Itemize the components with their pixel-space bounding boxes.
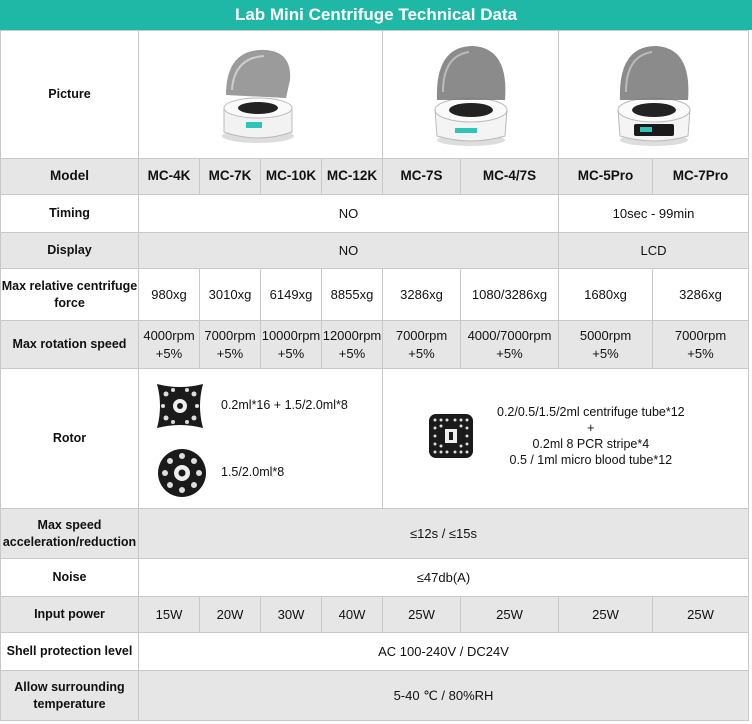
speed-tol: +5% bbox=[338, 345, 366, 361]
model-cell: MC-7Pro bbox=[653, 159, 749, 195]
picture-mini-k bbox=[139, 31, 383, 159]
rotor-round-icon bbox=[157, 448, 207, 498]
rotor-pcr-icon bbox=[427, 412, 475, 460]
model-cell: MC-5Pro bbox=[559, 159, 653, 195]
rcf-cell: 980xg bbox=[139, 269, 200, 321]
shell-row bbox=[1, 633, 749, 671]
rcf-cell: 8855xg bbox=[322, 269, 383, 321]
speed-rpm: 7000rpm bbox=[674, 327, 727, 343]
picture-mini-pro bbox=[559, 31, 749, 159]
accel-value: ≤12s / ≤15s bbox=[139, 509, 749, 559]
power-cell: 15W bbox=[139, 597, 200, 633]
power-cell: 25W bbox=[653, 597, 749, 633]
speed-rpm: 7000rpm bbox=[395, 327, 448, 343]
spec-table bbox=[0, 30, 749, 721]
page-title: Lab Mini Centrifuge Technical Data bbox=[0, 0, 752, 30]
rotor-b-text: 1.5/2.0ml*8 bbox=[221, 465, 285, 480]
speed-cell bbox=[559, 321, 653, 369]
speed-cell bbox=[653, 321, 749, 369]
rotor-c bbox=[427, 404, 685, 469]
rotor-s-cell bbox=[383, 369, 749, 509]
rcf-cell: 3286xg bbox=[653, 269, 749, 321]
shell-value: AC 100-240V / DC24V bbox=[139, 633, 749, 671]
rotor-c-line1: 0.2/0.5/1.5/2ml centrifuge tube*12 bbox=[497, 404, 685, 419]
centrifuge-k-image bbox=[206, 40, 316, 150]
speed-cell bbox=[261, 321, 322, 369]
speed-tol: +5% bbox=[408, 345, 435, 361]
noise-value: ≤47db(A) bbox=[139, 559, 749, 597]
power-cell: 40W bbox=[322, 597, 383, 633]
rotor-c-line3: 0.5 / 1ml micro blood tube*12 bbox=[509, 453, 673, 468]
picture-mini-s bbox=[383, 31, 559, 159]
power-cell: 25W bbox=[383, 597, 461, 633]
speed-tol: +5% bbox=[277, 345, 305, 361]
power-label: Input power bbox=[1, 597, 139, 633]
speed-row bbox=[1, 321, 749, 369]
temp-row bbox=[1, 671, 749, 721]
model-row bbox=[1, 159, 749, 195]
speed-rpm: 12000rpm bbox=[322, 327, 382, 343]
display-pro: LCD bbox=[559, 233, 749, 269]
speed-label: Max rotation speed bbox=[1, 321, 139, 369]
speed-rpm: 7000rpm bbox=[204, 327, 256, 343]
power-cell: 30W bbox=[261, 597, 322, 633]
model-cell: MC-4K bbox=[139, 159, 200, 195]
speed-rpm: 5000rpm bbox=[579, 327, 632, 343]
accel-row bbox=[1, 509, 749, 559]
speed-tol: +5% bbox=[687, 345, 714, 361]
rotor-k-cell bbox=[139, 369, 383, 509]
rcf-cell: 1680xg bbox=[559, 269, 653, 321]
rotor-row bbox=[1, 369, 749, 509]
display-basic: NO bbox=[139, 233, 559, 269]
power-cell: 25W bbox=[559, 597, 653, 633]
power-cell: 20W bbox=[200, 597, 261, 633]
timing-label: Timing bbox=[1, 195, 139, 233]
model-cell: MC-12K bbox=[322, 159, 383, 195]
power-row bbox=[1, 597, 749, 633]
accel-label: Max speed acceleration/reduction bbox=[1, 509, 139, 559]
speed-tol: +5% bbox=[155, 345, 183, 361]
rotor-c-text bbox=[497, 404, 685, 469]
speed-cell bbox=[322, 321, 383, 369]
display-row bbox=[1, 233, 749, 269]
speed-cell bbox=[200, 321, 261, 369]
rcf-row bbox=[1, 269, 749, 321]
rcf-cell: 1080/3286xg bbox=[461, 269, 559, 321]
speed-rpm: 4000rpm bbox=[143, 327, 195, 343]
rcf-cell: 3286xg bbox=[383, 269, 461, 321]
speed-cell bbox=[461, 321, 559, 369]
noise-label: Noise bbox=[1, 559, 139, 597]
noise-row bbox=[1, 559, 749, 597]
speed-tol: +5% bbox=[592, 345, 619, 361]
display-label: Display bbox=[1, 233, 139, 269]
timing-row bbox=[1, 195, 749, 233]
temp-label: Allow surrounding temperature bbox=[1, 671, 139, 721]
power-cell: 25W bbox=[461, 597, 559, 633]
timing-pro: 10sec - 99min bbox=[559, 195, 749, 233]
rcf-cell: 3010xg bbox=[200, 269, 261, 321]
rotor-square-icon bbox=[153, 380, 207, 432]
shell-label: Shell protection level bbox=[1, 633, 139, 671]
model-cell: MC-7S bbox=[383, 159, 461, 195]
speed-rpm: 10000rpm bbox=[261, 327, 321, 343]
rotor-b bbox=[157, 448, 284, 498]
centrifuge-s-image bbox=[421, 40, 521, 150]
model-cell: MC-10K bbox=[261, 159, 322, 195]
speed-cell bbox=[139, 321, 200, 369]
rotor-c-plus: + bbox=[587, 420, 595, 435]
rotor-a-text: 0.2ml*16 + 1.5/2.0ml*8 bbox=[221, 398, 348, 413]
rotor-label: Rotor bbox=[1, 369, 139, 509]
picture-label: Picture bbox=[1, 31, 139, 159]
rotor-c-line2: 0.2ml 8 PCR stripe*4 bbox=[532, 437, 650, 451]
timing-basic: NO bbox=[139, 195, 559, 233]
model-cell: MC-7K bbox=[200, 159, 261, 195]
rcf-cell: 6149xg bbox=[261, 269, 322, 321]
picture-row bbox=[1, 31, 749, 159]
speed-rpm: 4000/7000rpm bbox=[467, 327, 552, 343]
speed-tol: +5% bbox=[496, 345, 523, 361]
speed-tol: +5% bbox=[216, 345, 244, 361]
rotor-a bbox=[153, 380, 348, 432]
rcf-label: Max relative centrifuge force bbox=[1, 269, 139, 321]
centrifuge-pro-image bbox=[604, 40, 704, 150]
model-label: Model bbox=[1, 159, 139, 195]
model-cell: MC-4/7S bbox=[461, 159, 559, 195]
temp-value: 5-40 ℃ / 80%RH bbox=[139, 671, 749, 721]
speed-cell bbox=[383, 321, 461, 369]
